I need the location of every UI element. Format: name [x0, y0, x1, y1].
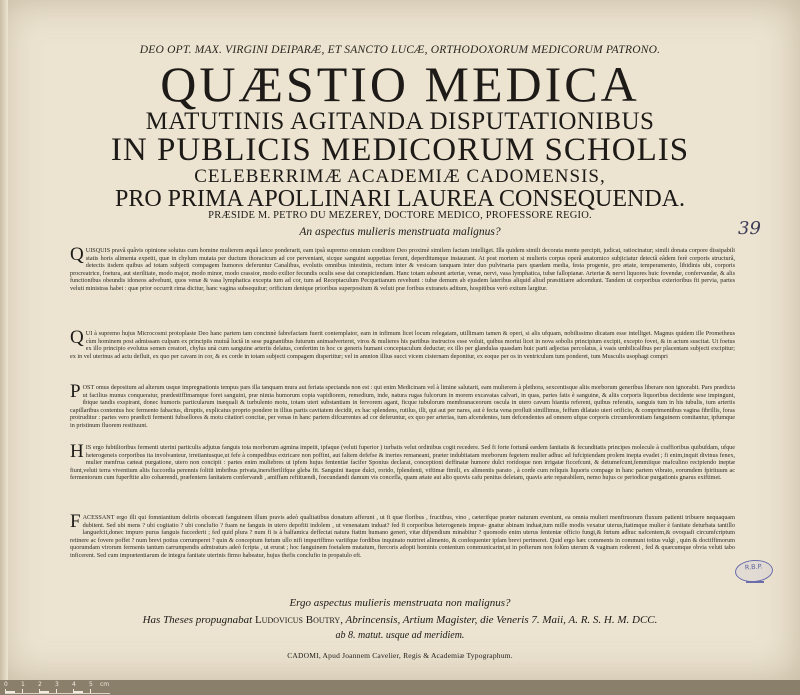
- ruler-label: 5: [89, 681, 93, 688]
- praeside-line: PRÆSIDE M. PETRO DU MEZEREY, DOCTORE MEDICO, PROFESSORE REGIO.: [208, 210, 592, 221]
- title-main: QUÆSTIO MEDICA: [160, 56, 640, 112]
- title-line-2: MATUTINIS AGITANDA DISPUTATIONIBUS: [145, 108, 655, 135]
- dropcap: Q: [70, 327, 84, 348]
- paragraph-text: IS ergo fubtilioribus fermenti uterini particulis adjutus fanguis tota morborum agmina impetit, ipfaque (veluti fuperior ) turbatis velut ordinibus cogit recedere. Sed fi forte fortunâ eædem fanitatis & fecunditatis principes molecule à craffioribus quibufdam, ufque heterogeneis corporibus ita involvanteur, irretiantusque,ut fefe à compedibus extricare non poffint, aut faltem defefse & inertes remaneant, præter indubitatam morborum fegetem mulier adhuc ad fufcipiendam prolem inepta evadet ; fi enim,inquit divinus fenex, mulier menfrua cæteat purgatione, utero non concipit : partes enim muliebres ut ipfem hujus fententiæ facifer Sponius declarat, conceptioni deffinatæ humore dulci roridoque non irrigatæ ficcefcunt, & detumefcunt,femmiique mafculino recipiendo ineptæ fiunt,veluti terra viventium aliis fuccordia perennis folitit imbribus privata,inersfferilifque gleba fit. Sanguini itaque dulci, rorido, fplendenti, viftimæ fimili, ex alimentis parato , à corde cum reliquis liquoris compage in hanc partem vibrato, eorumdem fpirituum ac fermentorum cum fuperftite alio cohærendi, præfentem fanitatem confervandi , amiffam reftituendi, foecundandi damum vis concefla, quam ætate aut alio quovis cafu penitus deletam, quavis arte reparabilem, nemo hujus ce periodicæ purgationis gnarus exiftimet.: [70, 444, 735, 482]
- dedication-line: DEO OPT. MAX. VIRGINI DEIPARÆ, ET SANCTO LUCÆ, ORTHODOXORUM MEDICORUM PATRONO.: [139, 44, 661, 56]
- body-paragraph-1: [70, 244, 735, 293]
- ruler-segment: [73, 691, 83, 693]
- paragraph-text: OST omus depositum ad alterum usque impregnationis tempus pars illa tanquam mura aut feriata spectanda non est : qui enim Medicinam vel à limine salutarit, eam mulierem à plethora, sexcentisque aliis morborum generibus liberare non ignorabit. Pars prædicta ut facilius munus conqueratur, prædestiffimamque foret sanguini, præ nimia humorum copia vapidiorem, remedium, inde, natura rugas fulcorum in morem excavatas calvari, in quas, partes fatis è sanguine, & aliis corporis liquoribus decidente sese impingunt, ibique tandis exspirant, donec humoris particularum inæquali & turbulento motu, totam uteri substantiam in fervorem agant, ficque tubulorum membranaceorum oscula in utero cavum hiantia referent, quibus referatis, sanguis tum in his tubulis, tum arteriis capillaribus contentus hoc fermento fabactus, diruptis, explicatus proprio pondere in illius partis cavitatem decidit, ex hac splendens, rutilus, illi, qui aut per nares, aut è fecta vena profluit simillimus, feffum dilatato uteri orificio, & comprimentibus vagina fibrillis, foras protruditur : partes vero prædicti fermenti fubsellores & motu citatiori concitæ, per venas in hanc partem difcurrentes ad cor deferuntur, ex quo per arterias, tum afcendentes, tum defcendentes ad omnem ufque corporis circumferentiam fanguinem comitantur, ipfumque in pristinum fluorem restituunt.: [70, 384, 735, 429]
- ruler-label: 2: [38, 681, 42, 688]
- paragraph-text: UI à supremo hujus Microcosmi protoplaste Deo hanc partem tam concinnè fabrefactam fuerit contemplator, eam in infimum licet locum relegatam, utillimam tamen & operi, si alis ufquam, nobilissimo dicatam esse intelliget. Magnus quidem ille Prometheus cùm hominem post admissam culpam ex principiis mutuâ luctâ in sese pugnantibus futurum animadverteret, viros & mulieres his partibus instructos esse voluit, quibus mortui licet in nova sobolis principium excipit, excepto fovet, & in actum suscitat. Ut foetus ex illo principio evolutus semen creatori, chylus unà cum sanguine arteriis delatus, confertim in hoc ce generis humani conceptaculum deductæ; ex illo per glandulas quasdam huic parti adjectas percolatus, à vasis umbilicalibus per placentam subjecti excipitur; ex in vel uterinus ad actu defluit, ex quo per cavam in cor, & ex corde in totam subjecti compagem dispertitur; vel in amnion illius succi vicem cisternam deponitur, ex eoque per os in ventriculum tum ponderet, tum Musculis usophagi compri: [70, 330, 735, 360]
- paragraph-text: ACESSANT ergo illi qui fomniantium deliriis obcœcati fanguinem illum pravis adeò qualitatibus donatum afferunt , ut fi quæ floribus , fructibus, vino , cæterifque præter naturam eveniunt, ea omnia mulieri menftruorum fluxum patienti tribuere nequaquam dubitent. Sed ubi mens ? ubi cogitatio ? ubi conclufio ? fuam ne fanguis in utero depofiti indolem , ut venenatam induat? fed fi corporibus heterogeneis impræ- gnatur abinam induat,tum mille modis vexatur uterus,ftatimque mulier è fanitate deturbata tantillo languefcit,donec impuro purus fanguis fuccederit ; fed quid plura ? num fi is à balfamica deffectat natura ftatim humano generi, vitæ difpendium minabitur ? quomodo enim uterus fententæ officio fungi,& fœtum adhuc nafcentem,& ovoquafi circumfcriptum retinere ac fovere poffet ? num brevi potius corrumperet ? quin & conceptum fœtum ullo nifi impuriffimo variifque fordibus inquinato nutriret alimento, & confequenter ipfam brevi perimeret. Quid ergo hæc comments in communi totius vulgi , quin & doctiffimorum quorumdam virorum ferments tantum carrumpendis admiraturs adeò fcripta , ut erurat ; hoc fanguinem foetalem mutatum, ftercoris adopti hominis contentum communicarint,ut in pofterum non folùm uterum & vaginam roderent , fed & quæcumque obvia veluti tabo inficerent. Sed cum imprætentiarum de integra fanitate uterinis firmo habeatur, hujus thefis conclufio in propatulo eft.: [70, 514, 735, 559]
- defender-name: Ludovicus Boutry,: [254, 614, 343, 626]
- body-paragraph-3: [70, 381, 735, 430]
- dropcap: H: [70, 441, 84, 462]
- dropcap: P: [70, 381, 81, 402]
- library-stamp: R.B.P.: [734, 559, 773, 584]
- ruler-unit: cm: [100, 681, 110, 688]
- printer-imprint: CADOMI, Apud Joannem Cavelier, Regis & Academiæ Typographum.: [287, 651, 513, 660]
- ruler-tick: [90, 689, 91, 693]
- ruler-segment: [39, 691, 49, 693]
- scale-ruler: [5, 683, 110, 694]
- stamp-underline: [746, 581, 764, 583]
- ruler-tick: [22, 689, 23, 693]
- ruler-tick: [5, 689, 6, 693]
- body-paragraph-5: [70, 511, 735, 560]
- thesis-conclusion: Ergo aspectus mulieris menstruata non malignus?: [289, 597, 511, 609]
- body-paragraph-2: [70, 327, 735, 360]
- defense-suffix: Abrincensis, Artium Magister, die Veneris 7. Maii, A. R. S. H. M. DCC.: [345, 614, 658, 626]
- title-line-5: PRO PRIMA APOLLINARI LAUREA CONSEQUENDA.: [114, 186, 686, 212]
- ruler-label: 0: [4, 681, 8, 688]
- ruler-tick: [73, 689, 74, 693]
- ruler-tick: [39, 689, 40, 693]
- handwritten-page-number: 39: [738, 218, 761, 239]
- title-line-3: IN PUBLICIS MEDICORUM SCHOLIS: [110, 132, 690, 168]
- defense-line: [0, 614, 800, 626]
- paragraph-text: UISQUIS pravâ quâvis opinione solutus cum homine mulierem æquâ lance ponderarit, eam ipsâ supremo omnium conditore Deo proximè similem factam intelliget. Illa quidem simili decorata mente percipit, judicat, ratiocinatur; simili donata corpore dissipabili statis horis alimenta expetit, quæ in chylum mutata per ductum thoracicum ad cor perveniant, sicque sanguini suppetias ferunt, deperditumque instaurant. At post mortem si mulieris corpus operâ anatomico subjiciatur detectâ eâdem ferè corporis structurâ, detectis iisdem quibus ad totam subjecti compagem humores deferuntur Canalibus, evolutis omnibus intestinis, rectum inter & vesicam tanquam inter duo pulvinaria pars quædam media, festa progenie, pro ætate, temperamento, libidinis ubi, corporis procreatrice, foetura, aut sterilitate, modo major, modo minor, modo crassior, modo exilior fecundis oculis sese dat conspiciendam. Hanc totam subeunt arteriæ, venæ, nervi, vasa lymphatica, tubæ fallopianæ. Arteriæ & nervi liquores huic fovendæ, confervandæ, & alis functionibus obeundis idoneos advehunt, quos venæ & vasa lymphatica excepta tum ad cor, tum ad Receptaculum Pecquetianum revehunt : tubæ demum ab ejusdem lateribus aliquid aliud præstitiære adcendunt. Tandem ut corporibus exterioribus fit pervia, partes veluti ministras habet : quæ prior occurrit rima dicitur, hanc vagina subsequitur; orificium denique prioribus superpositum & veluti præ foribus extraneis aditum, hospitibus verò exitum largitur.: [70, 247, 735, 292]
- ruler-label: 4: [72, 681, 76, 688]
- dropcap: F: [70, 511, 81, 532]
- body-paragraph-4: [70, 441, 735, 482]
- defense-time: ab 8. matut. usque ad meridiem.: [335, 630, 465, 641]
- ruler-label: 1: [21, 681, 25, 688]
- defense-prefix: Has Theses propugnabat: [142, 614, 253, 626]
- title-line-4: CELEBERRIMÆ ACADEMIÆ CADOMENSIS,: [194, 166, 606, 187]
- ruler-tick: [56, 689, 57, 693]
- ruler-segment: [5, 691, 15, 693]
- dropcap: Q: [70, 244, 84, 265]
- thesis-question: An aspectus mulieris menstruata malignus?: [299, 226, 501, 238]
- ruler-label: 3: [55, 681, 59, 688]
